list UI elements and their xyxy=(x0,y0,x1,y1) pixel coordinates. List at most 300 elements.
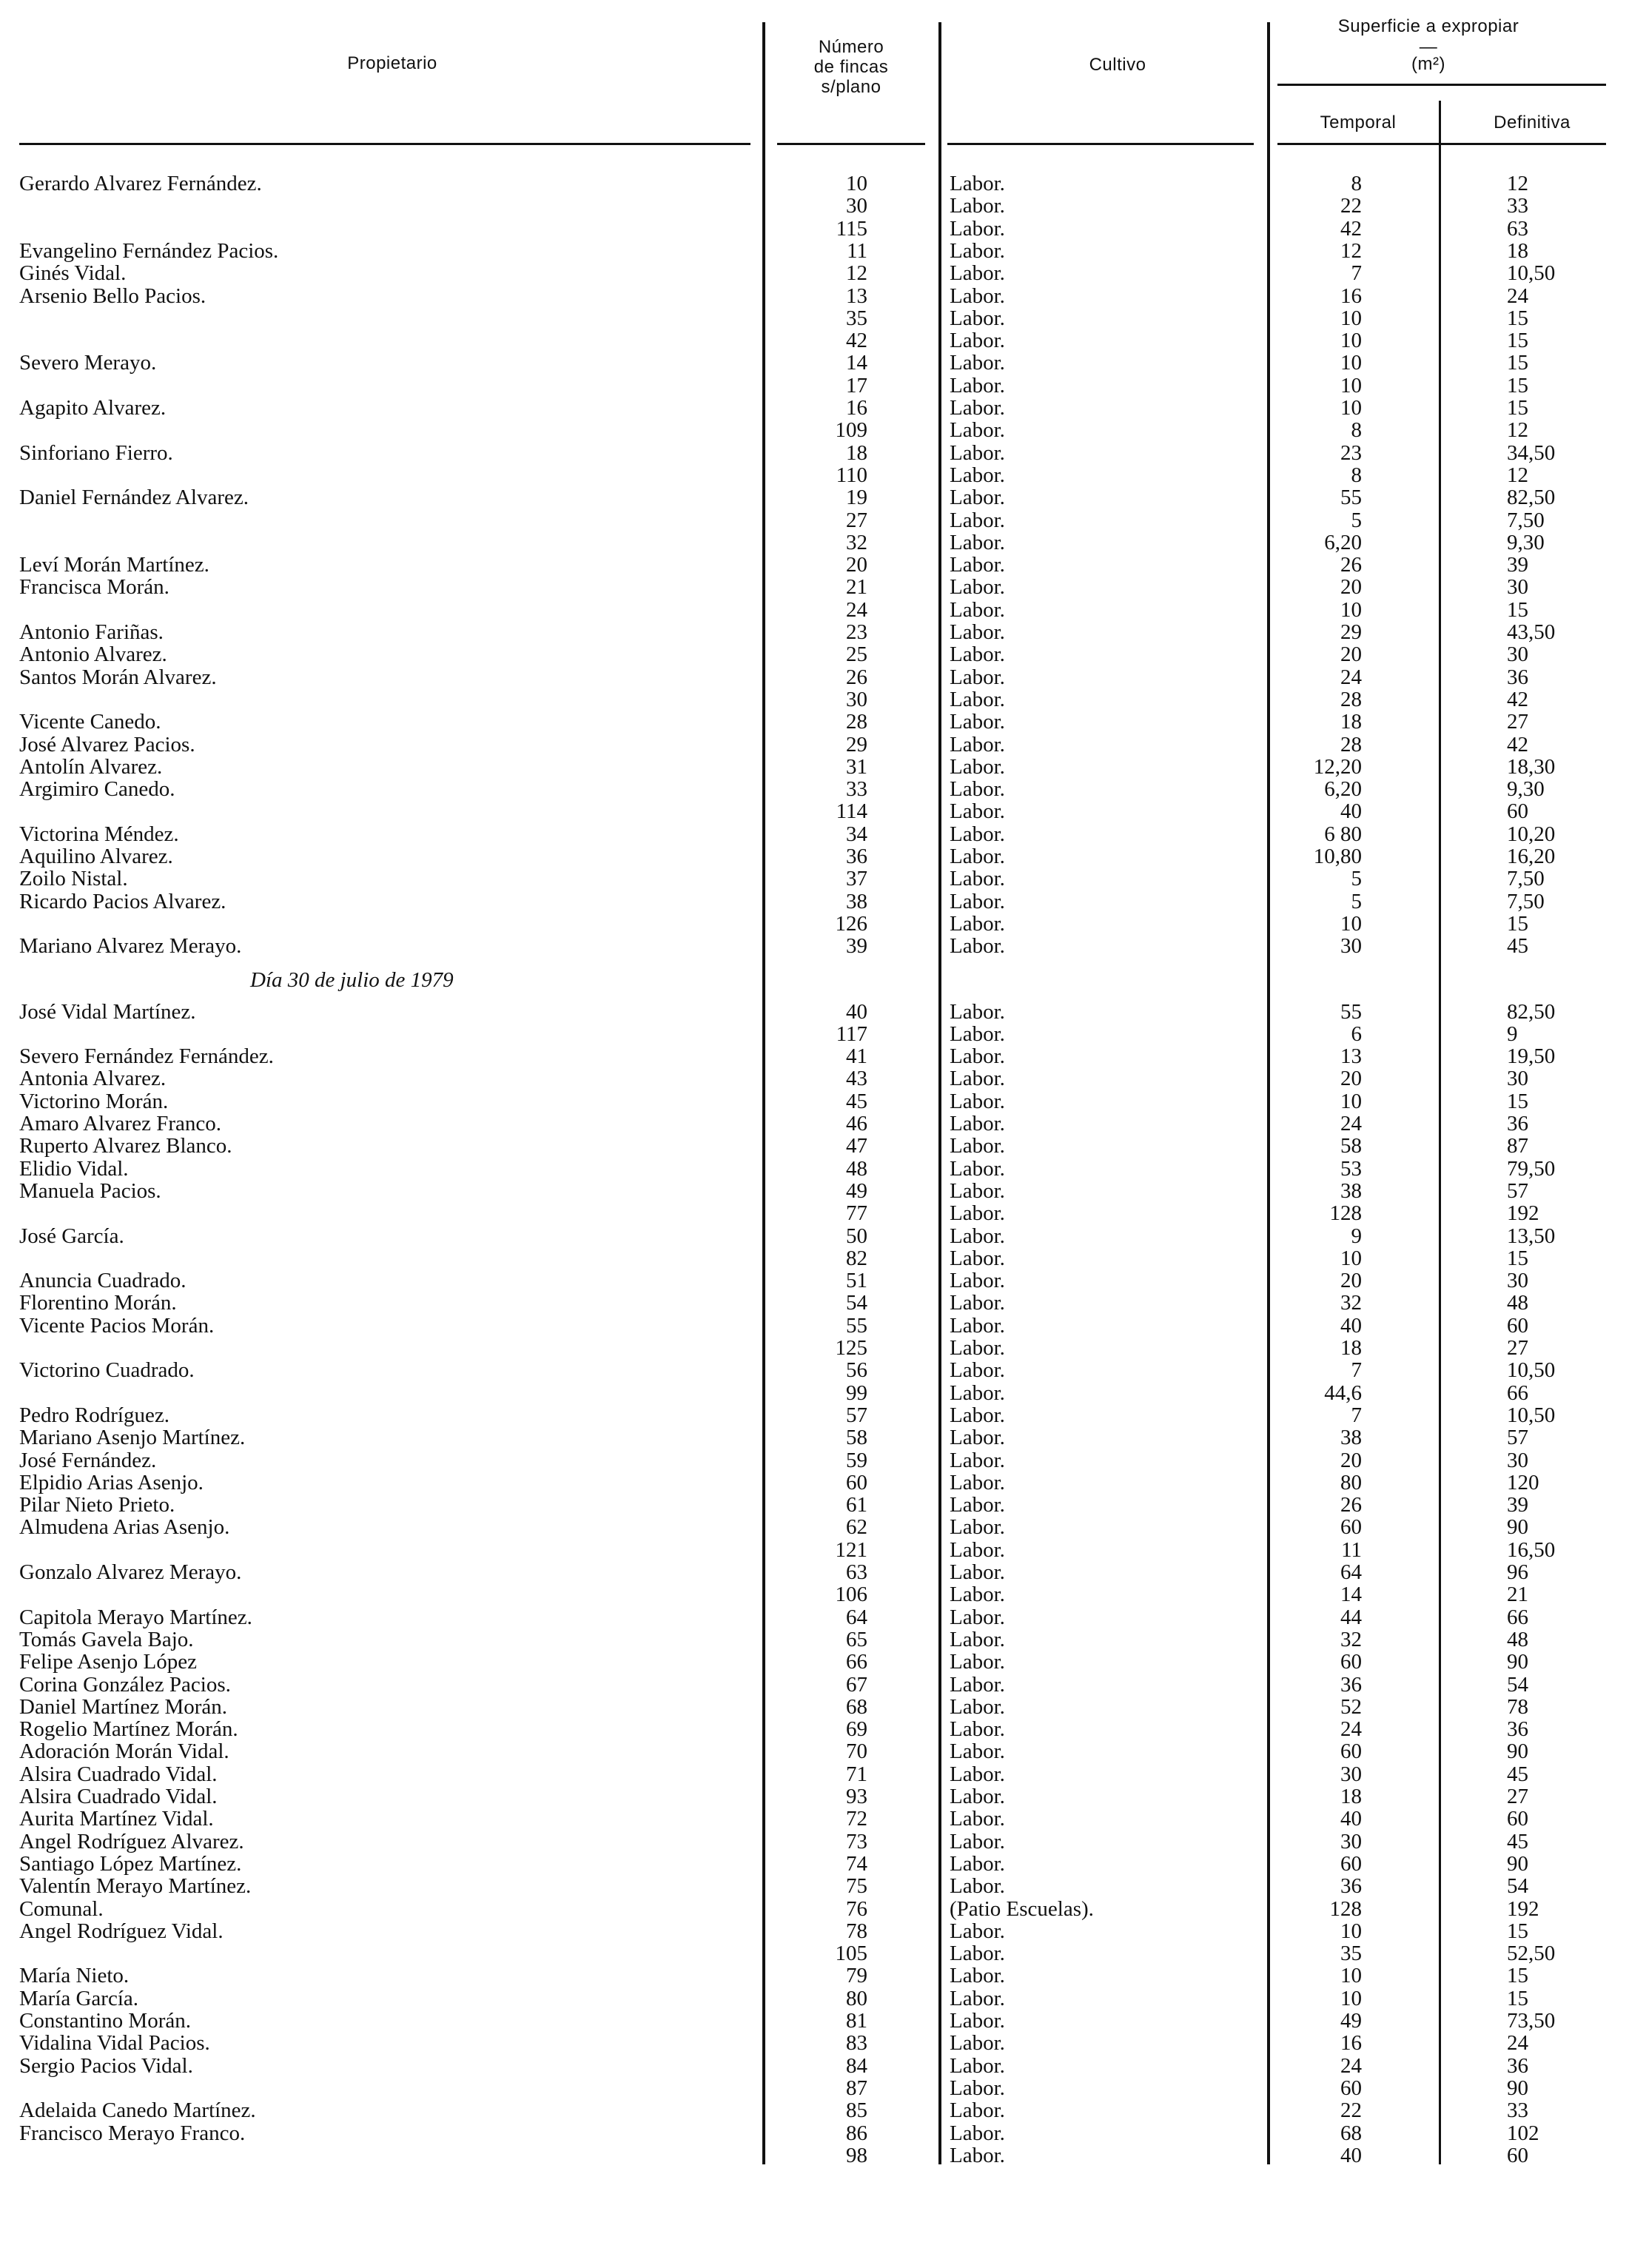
table-row xyxy=(0,576,1629,598)
surface-definitive: 15 xyxy=(1507,911,1528,936)
crop-type: Labor. xyxy=(950,1807,1005,1831)
surface-temporal: 18 xyxy=(1340,1336,1362,1360)
surface-temporal: 40 xyxy=(1340,1313,1362,1338)
surface-definitive: 9,30 xyxy=(1507,777,1545,802)
table-row xyxy=(0,2032,1629,2054)
finca-number: 72 xyxy=(846,1807,867,1831)
crop-type: Labor. xyxy=(950,306,1005,330)
table-row xyxy=(0,375,1629,397)
crop-type: Labor. xyxy=(950,1470,1005,1494)
crop-type: Labor. xyxy=(950,1156,1005,1181)
table-row xyxy=(0,1516,1629,1538)
finca-number: 106 xyxy=(835,1583,867,1607)
owner-name: Vicente Pacios Morán. xyxy=(19,1313,215,1338)
surface-temporal: 20 xyxy=(1340,1448,1362,1472)
surface-definitive: 45 xyxy=(1507,1829,1528,1853)
crop-type: Labor. xyxy=(950,2009,1005,2033)
crop-type: Labor. xyxy=(950,1560,1005,1584)
crop-type: Labor. xyxy=(950,1224,1005,1248)
crop-type: Labor. xyxy=(950,1291,1005,1315)
surface-temporal: 8 xyxy=(1351,172,1362,195)
crop-type: Labor. xyxy=(950,1067,1005,1091)
surface-definitive: 36 xyxy=(1507,2053,1528,2078)
surface-temporal: 24 xyxy=(1340,2053,1362,2078)
surface-temporal: 8 xyxy=(1351,463,1362,487)
surface-temporal: 29 xyxy=(1340,620,1362,644)
crop-type: Labor. xyxy=(950,1493,1005,1517)
surface-definitive: 36 xyxy=(1507,1717,1528,1742)
header-finca-line-3: s/plano xyxy=(821,77,881,97)
finca-number: 28 xyxy=(846,710,867,734)
crop-type: Labor. xyxy=(950,1336,1005,1360)
surface-temporal: 128 xyxy=(1329,1896,1362,1921)
surface-definitive: 90 xyxy=(1507,1650,1528,1674)
owner-name: Daniel Fernández Alvarez. xyxy=(19,486,249,510)
finca-number: 39 xyxy=(846,934,867,959)
owner-name: Ruperto Alvarez Blanco. xyxy=(19,1134,232,1158)
surface-temporal: 10 xyxy=(1340,911,1362,936)
table-row xyxy=(0,1539,1629,1561)
table-row xyxy=(0,2144,1629,2167)
table-row xyxy=(0,913,1629,935)
table-row xyxy=(0,1628,1629,1651)
finca-number: 14 xyxy=(846,351,867,375)
surface-definitive: 10,20 xyxy=(1507,822,1556,846)
table-row xyxy=(0,195,1629,217)
finca-number: 87 xyxy=(846,2076,867,2100)
table-row xyxy=(0,2077,1629,2099)
owner-name: Alsira Cuadrado Vidal. xyxy=(19,1785,218,1808)
table-row xyxy=(0,599,1629,621)
surface-temporal: 58 xyxy=(1340,1134,1362,1158)
owner-name: Severo Merayo. xyxy=(19,351,157,375)
finca-number: 42 xyxy=(846,329,867,353)
surface-temporal: 10 xyxy=(1340,351,1362,375)
crop-type: Labor. xyxy=(950,373,1005,397)
owner-name: Antonio Alvarez. xyxy=(19,643,167,667)
surface-temporal: 60 xyxy=(1340,1851,1362,1876)
surface-definitive: 42 xyxy=(1507,732,1528,756)
table-row xyxy=(0,1292,1629,1314)
crop-type: Labor. xyxy=(950,732,1005,756)
owner-name: Santos Morán Alvarez. xyxy=(19,665,217,689)
table-row xyxy=(0,1113,1629,1135)
table-row xyxy=(0,2099,1629,2121)
surface-definitive: 54 xyxy=(1507,1672,1528,1697)
surface-temporal: 44 xyxy=(1340,1605,1362,1629)
surface-temporal: 68 xyxy=(1340,2121,1362,2145)
finca-number: 37 xyxy=(846,867,867,891)
surface-definitive: 57 xyxy=(1507,1178,1528,1203)
table-row xyxy=(0,1001,1629,1023)
finca-number: 18 xyxy=(846,440,867,465)
table-row xyxy=(0,1472,1629,1494)
finca-number: 69 xyxy=(846,1717,867,1742)
table-row xyxy=(0,2010,1629,2032)
surface-temporal: 6,20 xyxy=(1324,530,1362,554)
finca-number: 125 xyxy=(835,1336,867,1360)
surface-temporal: 30 xyxy=(1340,1762,1362,1786)
surface-temporal: 60 xyxy=(1340,1739,1362,1764)
surface-temporal: 6 80 xyxy=(1324,822,1362,846)
table-row xyxy=(0,1426,1629,1449)
surface-temporal: 10 xyxy=(1340,1089,1362,1113)
surface-temporal: 60 xyxy=(1340,2076,1362,2100)
finca-number: 32 xyxy=(846,530,867,554)
table-row xyxy=(0,172,1629,195)
surface-temporal: 36 xyxy=(1340,1874,1362,1899)
surface-definitive: 30 xyxy=(1507,1269,1528,1293)
table-row xyxy=(0,778,1629,800)
header-owner: Propietario xyxy=(347,53,437,73)
surface-definitive: 9 xyxy=(1507,1021,1518,1046)
surface-definitive: 90 xyxy=(1507,2076,1528,2100)
header-crop: Cultivo xyxy=(1089,55,1146,75)
surface-definitive: 15 xyxy=(1507,396,1528,420)
table-row xyxy=(0,666,1629,688)
crop-type: Labor. xyxy=(950,329,1005,353)
surface-temporal: 30 xyxy=(1340,934,1362,959)
surface-temporal: 14 xyxy=(1340,1583,1362,1607)
surface-definitive: 42 xyxy=(1507,687,1528,711)
crop-type: Labor. xyxy=(950,1829,1005,1853)
finca-number: 60 xyxy=(846,1470,867,1494)
owner-name: Aquilino Alvarez. xyxy=(19,845,173,868)
surface-temporal: 24 xyxy=(1340,665,1362,689)
table-row xyxy=(0,845,1629,868)
table-row xyxy=(0,1247,1629,1269)
surface-temporal: 7 xyxy=(1351,1358,1362,1383)
surface-temporal: 10 xyxy=(1340,1964,1362,1988)
surface-temporal: 28 xyxy=(1340,687,1362,711)
surface-definitive: 60 xyxy=(1507,1807,1528,1831)
surface-temporal: 7 xyxy=(1351,261,1362,286)
owner-name: Antolín Alvarez. xyxy=(19,754,163,779)
finca-number: 66 xyxy=(846,1650,867,1674)
table-row xyxy=(0,1740,1629,1762)
table-row xyxy=(0,1898,1629,1920)
header-rule-crop xyxy=(947,143,1254,145)
surface-definitive: 66 xyxy=(1507,1605,1528,1629)
surface-temporal: 23 xyxy=(1340,440,1362,465)
finca-number: 30 xyxy=(846,687,867,711)
surface-definitive: 90 xyxy=(1507,1515,1528,1540)
surface-temporal: 60 xyxy=(1340,1650,1362,1674)
finca-number: 36 xyxy=(846,845,867,868)
finca-number: 23 xyxy=(846,620,867,644)
surface-temporal: 7 xyxy=(1351,1403,1362,1427)
crop-type: Labor. xyxy=(950,889,1005,913)
table-row xyxy=(0,1674,1629,1696)
table-row xyxy=(0,1202,1629,1224)
owner-name: Mariano Alvarez Merayo. xyxy=(19,934,242,959)
table-row xyxy=(0,756,1629,778)
table-row xyxy=(0,442,1629,464)
surface-temporal: 10 xyxy=(1340,306,1362,330)
owner-name: Victorina Méndez. xyxy=(19,822,179,846)
header-finca-line-1: Número xyxy=(818,37,884,57)
table-row xyxy=(0,1718,1629,1740)
owner-name: Agapito Alvarez. xyxy=(19,396,167,420)
surface-definitive: 45 xyxy=(1507,1762,1528,1786)
finca-number: 70 xyxy=(846,1739,867,1764)
finca-number: 65 xyxy=(846,1627,867,1651)
crop-type: Labor. xyxy=(950,575,1005,600)
finca-number: 34 xyxy=(846,822,867,846)
table-row xyxy=(0,1808,1629,1830)
crop-type: Labor. xyxy=(950,216,1005,241)
surface-temporal: 6,20 xyxy=(1324,777,1362,802)
surface-temporal: 16 xyxy=(1340,284,1362,308)
crop-type: Labor. xyxy=(950,1785,1005,1808)
owner-name: Vidalina Vidal Pacios. xyxy=(19,2031,210,2056)
owner-name: Arsenio Bello Pacios. xyxy=(19,284,206,308)
surface-definitive: 66 xyxy=(1507,1380,1528,1405)
crop-type: Labor. xyxy=(950,1358,1005,1383)
table-row xyxy=(0,1651,1629,1673)
crop-type: Labor. xyxy=(950,1717,1005,1742)
header-temporal: Temporal xyxy=(1320,113,1397,132)
surface-definitive: 57 xyxy=(1507,1426,1528,1450)
owner-name: Elpidio Arias Asenjo. xyxy=(19,1470,204,1494)
finca-number: 63 xyxy=(846,1560,867,1584)
table-row xyxy=(0,1875,1629,1897)
surface-temporal: 128 xyxy=(1329,1201,1362,1226)
crop-type: Labor. xyxy=(950,999,1005,1024)
crop-type: Labor. xyxy=(950,1426,1005,1450)
surface-definitive: 60 xyxy=(1507,2143,1528,2167)
surface-definitive: 45 xyxy=(1507,934,1528,959)
section-date: Día 30 de julio de 1979 xyxy=(250,968,454,992)
finca-number: 29 xyxy=(846,732,867,756)
crop-type: Labor. xyxy=(950,754,1005,779)
finca-number: 33 xyxy=(846,777,867,802)
finca-number: 105 xyxy=(835,1942,867,1966)
table-row xyxy=(0,509,1629,531)
crop-type: Labor. xyxy=(950,1739,1005,1764)
surface-temporal: 10 xyxy=(1340,1986,1362,2010)
finca-number: 30 xyxy=(846,194,867,218)
surface-temporal: 10 xyxy=(1340,396,1362,420)
crop-type: Labor. xyxy=(950,261,1005,286)
finca-number: 41 xyxy=(846,1044,867,1069)
crop-type: Labor. xyxy=(950,1762,1005,1786)
table-row xyxy=(0,1180,1629,1202)
table-row xyxy=(0,1942,1629,1965)
crop-type: Labor. xyxy=(950,687,1005,711)
crop-type: Labor. xyxy=(950,553,1005,577)
surface-definitive: 90 xyxy=(1507,1739,1528,1764)
finca-number: 26 xyxy=(846,665,867,689)
finca-number: 62 xyxy=(846,1515,867,1540)
crop-type: Labor. xyxy=(950,1986,1005,2010)
owner-name: María García. xyxy=(19,1986,139,2010)
crop-type: Labor. xyxy=(950,911,1005,936)
finca-number: 27 xyxy=(846,508,867,532)
finca-number: 24 xyxy=(846,597,867,622)
owner-name: José Vidal Martínez. xyxy=(19,999,196,1024)
surface-definitive: 30 xyxy=(1507,643,1528,667)
crop-type: Labor. xyxy=(950,1246,1005,1270)
owner-name: Francisco Merayo Franco. xyxy=(19,2121,246,2145)
crop-type: Labor. xyxy=(950,2076,1005,2100)
surface-temporal: 22 xyxy=(1340,194,1362,218)
surface-temporal: 30 xyxy=(1340,1829,1362,1853)
surface-temporal: 26 xyxy=(1340,1493,1362,1517)
table-row xyxy=(0,1158,1629,1180)
table-row xyxy=(0,868,1629,890)
surface-temporal: 32 xyxy=(1340,1291,1362,1315)
surface-temporal: 5 xyxy=(1351,889,1362,913)
table-row xyxy=(0,352,1629,374)
surface-temporal: 18 xyxy=(1340,710,1362,734)
table-row xyxy=(0,823,1629,845)
owner-name: Anuncia Cuadrado. xyxy=(19,1269,187,1293)
table-row xyxy=(0,1045,1629,1067)
table-row xyxy=(0,935,1629,957)
owner-name: Felipe Asenjo López xyxy=(19,1650,198,1674)
surface-temporal: 42 xyxy=(1340,216,1362,241)
surface-definitive: 192 xyxy=(1507,1201,1539,1226)
crop-type: Labor. xyxy=(950,1178,1005,1203)
finca-number: 64 xyxy=(846,1605,867,1629)
surface-temporal: 36 xyxy=(1340,1672,1362,1697)
finca-number: 49 xyxy=(846,1178,867,1203)
owner-name: Elidio Vidal. xyxy=(19,1156,129,1181)
finca-number: 25 xyxy=(846,643,867,667)
table-row xyxy=(0,711,1629,733)
finca-number: 47 xyxy=(846,1134,867,1158)
table-row xyxy=(0,240,1629,262)
table-row xyxy=(0,1449,1629,1472)
table-row xyxy=(0,1494,1629,1516)
crop-type: Labor. xyxy=(950,777,1005,802)
table-row xyxy=(0,262,1629,284)
owner-name: Victorino Morán. xyxy=(19,1089,169,1113)
table-row xyxy=(0,554,1629,576)
surface-temporal: 10 xyxy=(1340,597,1362,622)
surface-definitive: 18,30 xyxy=(1507,754,1556,779)
table-row xyxy=(0,1023,1629,1045)
crop-type: Labor. xyxy=(950,597,1005,622)
finca-number: 78 xyxy=(846,1919,867,1943)
surface-temporal: 8 xyxy=(1351,418,1362,443)
table-row xyxy=(0,621,1629,643)
table-row xyxy=(0,1382,1629,1404)
table-row xyxy=(0,688,1629,711)
finca-number: 110 xyxy=(836,463,867,487)
crop-type: Labor. xyxy=(950,284,1005,308)
crop-type: Labor. xyxy=(950,1919,1005,1943)
crop-type: Labor. xyxy=(950,238,1005,263)
surface-definitive: 43,50 xyxy=(1507,620,1556,644)
table-row xyxy=(0,890,1629,913)
crop-type: Labor. xyxy=(950,1694,1005,1719)
owner-name: Ricardo Pacios Alvarez. xyxy=(19,889,226,913)
owner-name: Daniel Martínez Morán. xyxy=(19,1694,228,1719)
crop-type: Labor. xyxy=(950,1942,1005,1966)
table-row xyxy=(0,734,1629,756)
table-row xyxy=(0,1315,1629,1337)
surface-definitive: 87 xyxy=(1507,1134,1528,1158)
surface-temporal: 9 xyxy=(1351,1224,1362,1248)
finca-number: 126 xyxy=(835,911,867,936)
finca-number: 11 xyxy=(847,238,867,263)
surface-definitive: 48 xyxy=(1507,1291,1528,1315)
crop-type: Labor. xyxy=(950,1672,1005,1697)
surface-temporal: 13 xyxy=(1340,1044,1362,1069)
table-row xyxy=(0,285,1629,307)
surface-definitive: 15 xyxy=(1507,351,1528,375)
finca-number: 67 xyxy=(846,1672,867,1697)
crop-type: Labor. xyxy=(950,2098,1005,2123)
surface-definitive: 15 xyxy=(1507,1089,1528,1113)
surface-temporal: 40 xyxy=(1340,1807,1362,1831)
surface-temporal: 10,80 xyxy=(1313,845,1362,868)
surface-definitive: 7,50 xyxy=(1507,889,1545,913)
surface-temporal: 49 xyxy=(1340,2009,1362,2033)
owner-name: Adoración Morán Vidal. xyxy=(19,1739,229,1764)
finca-number: 19 xyxy=(846,486,867,510)
finca-number: 45 xyxy=(846,1089,867,1113)
surface-temporal: 12 xyxy=(1340,238,1362,263)
owner-name: Capitola Merayo Martínez. xyxy=(19,1605,252,1629)
crop-type: Labor. xyxy=(950,1851,1005,1876)
surface-definitive: 19,50 xyxy=(1507,1044,1556,1069)
surface-temporal: 55 xyxy=(1340,999,1362,1024)
header-rule-finca xyxy=(777,143,925,145)
owner-name: Pilar Nieto Prieto. xyxy=(19,1493,175,1517)
surface-definitive: 18 xyxy=(1507,238,1528,263)
surface-definitive: 96 xyxy=(1507,1560,1528,1584)
surface-temporal: 24 xyxy=(1340,1112,1362,1135)
table-row xyxy=(0,1965,1629,1987)
crop-type: Labor. xyxy=(950,486,1005,510)
crop-type: Labor. xyxy=(950,1112,1005,1135)
crop-type: Labor. xyxy=(950,172,1005,195)
surface-definitive: 78 xyxy=(1507,1694,1528,1719)
finca-number: 80 xyxy=(846,1986,867,2010)
surface-temporal: 20 xyxy=(1340,575,1362,600)
surface-temporal: 55 xyxy=(1340,486,1362,510)
table-row xyxy=(0,1269,1629,1292)
surface-definitive: 27 xyxy=(1507,710,1528,734)
surface-temporal: 80 xyxy=(1340,1470,1362,1494)
surface-definitive: 30 xyxy=(1507,575,1528,600)
owner-name: Antonia Alvarez. xyxy=(19,1067,167,1091)
owner-name: Rogelio Martínez Morán. xyxy=(19,1717,238,1742)
owner-name: Victorino Cuadrado. xyxy=(19,1358,195,1383)
owner-name: Constantino Morán. xyxy=(19,2009,191,2033)
finca-number: 117 xyxy=(836,1021,867,1046)
header-finca-line-2: de fincas xyxy=(813,57,889,77)
crop-type: Labor. xyxy=(950,1874,1005,1899)
surface-temporal: 26 xyxy=(1340,553,1362,577)
finca-number: 121 xyxy=(835,1537,867,1562)
finca-number: 58 xyxy=(846,1426,867,1450)
table-row xyxy=(0,397,1629,419)
crop-type: Labor. xyxy=(950,194,1005,218)
crop-type: Labor. xyxy=(950,1380,1005,1405)
surface-temporal: 40 xyxy=(1340,2143,1362,2167)
owner-name: Angel Rodríguez Alvarez. xyxy=(19,1829,244,1853)
owner-name: José Alvarez Pacios. xyxy=(19,732,195,756)
crop-type: Labor. xyxy=(950,1583,1005,1607)
header-rule-owner xyxy=(19,143,750,145)
finca-number: 71 xyxy=(846,1762,867,1786)
owner-name: José Fernández. xyxy=(19,1448,157,1472)
table-row xyxy=(0,1561,1629,1583)
